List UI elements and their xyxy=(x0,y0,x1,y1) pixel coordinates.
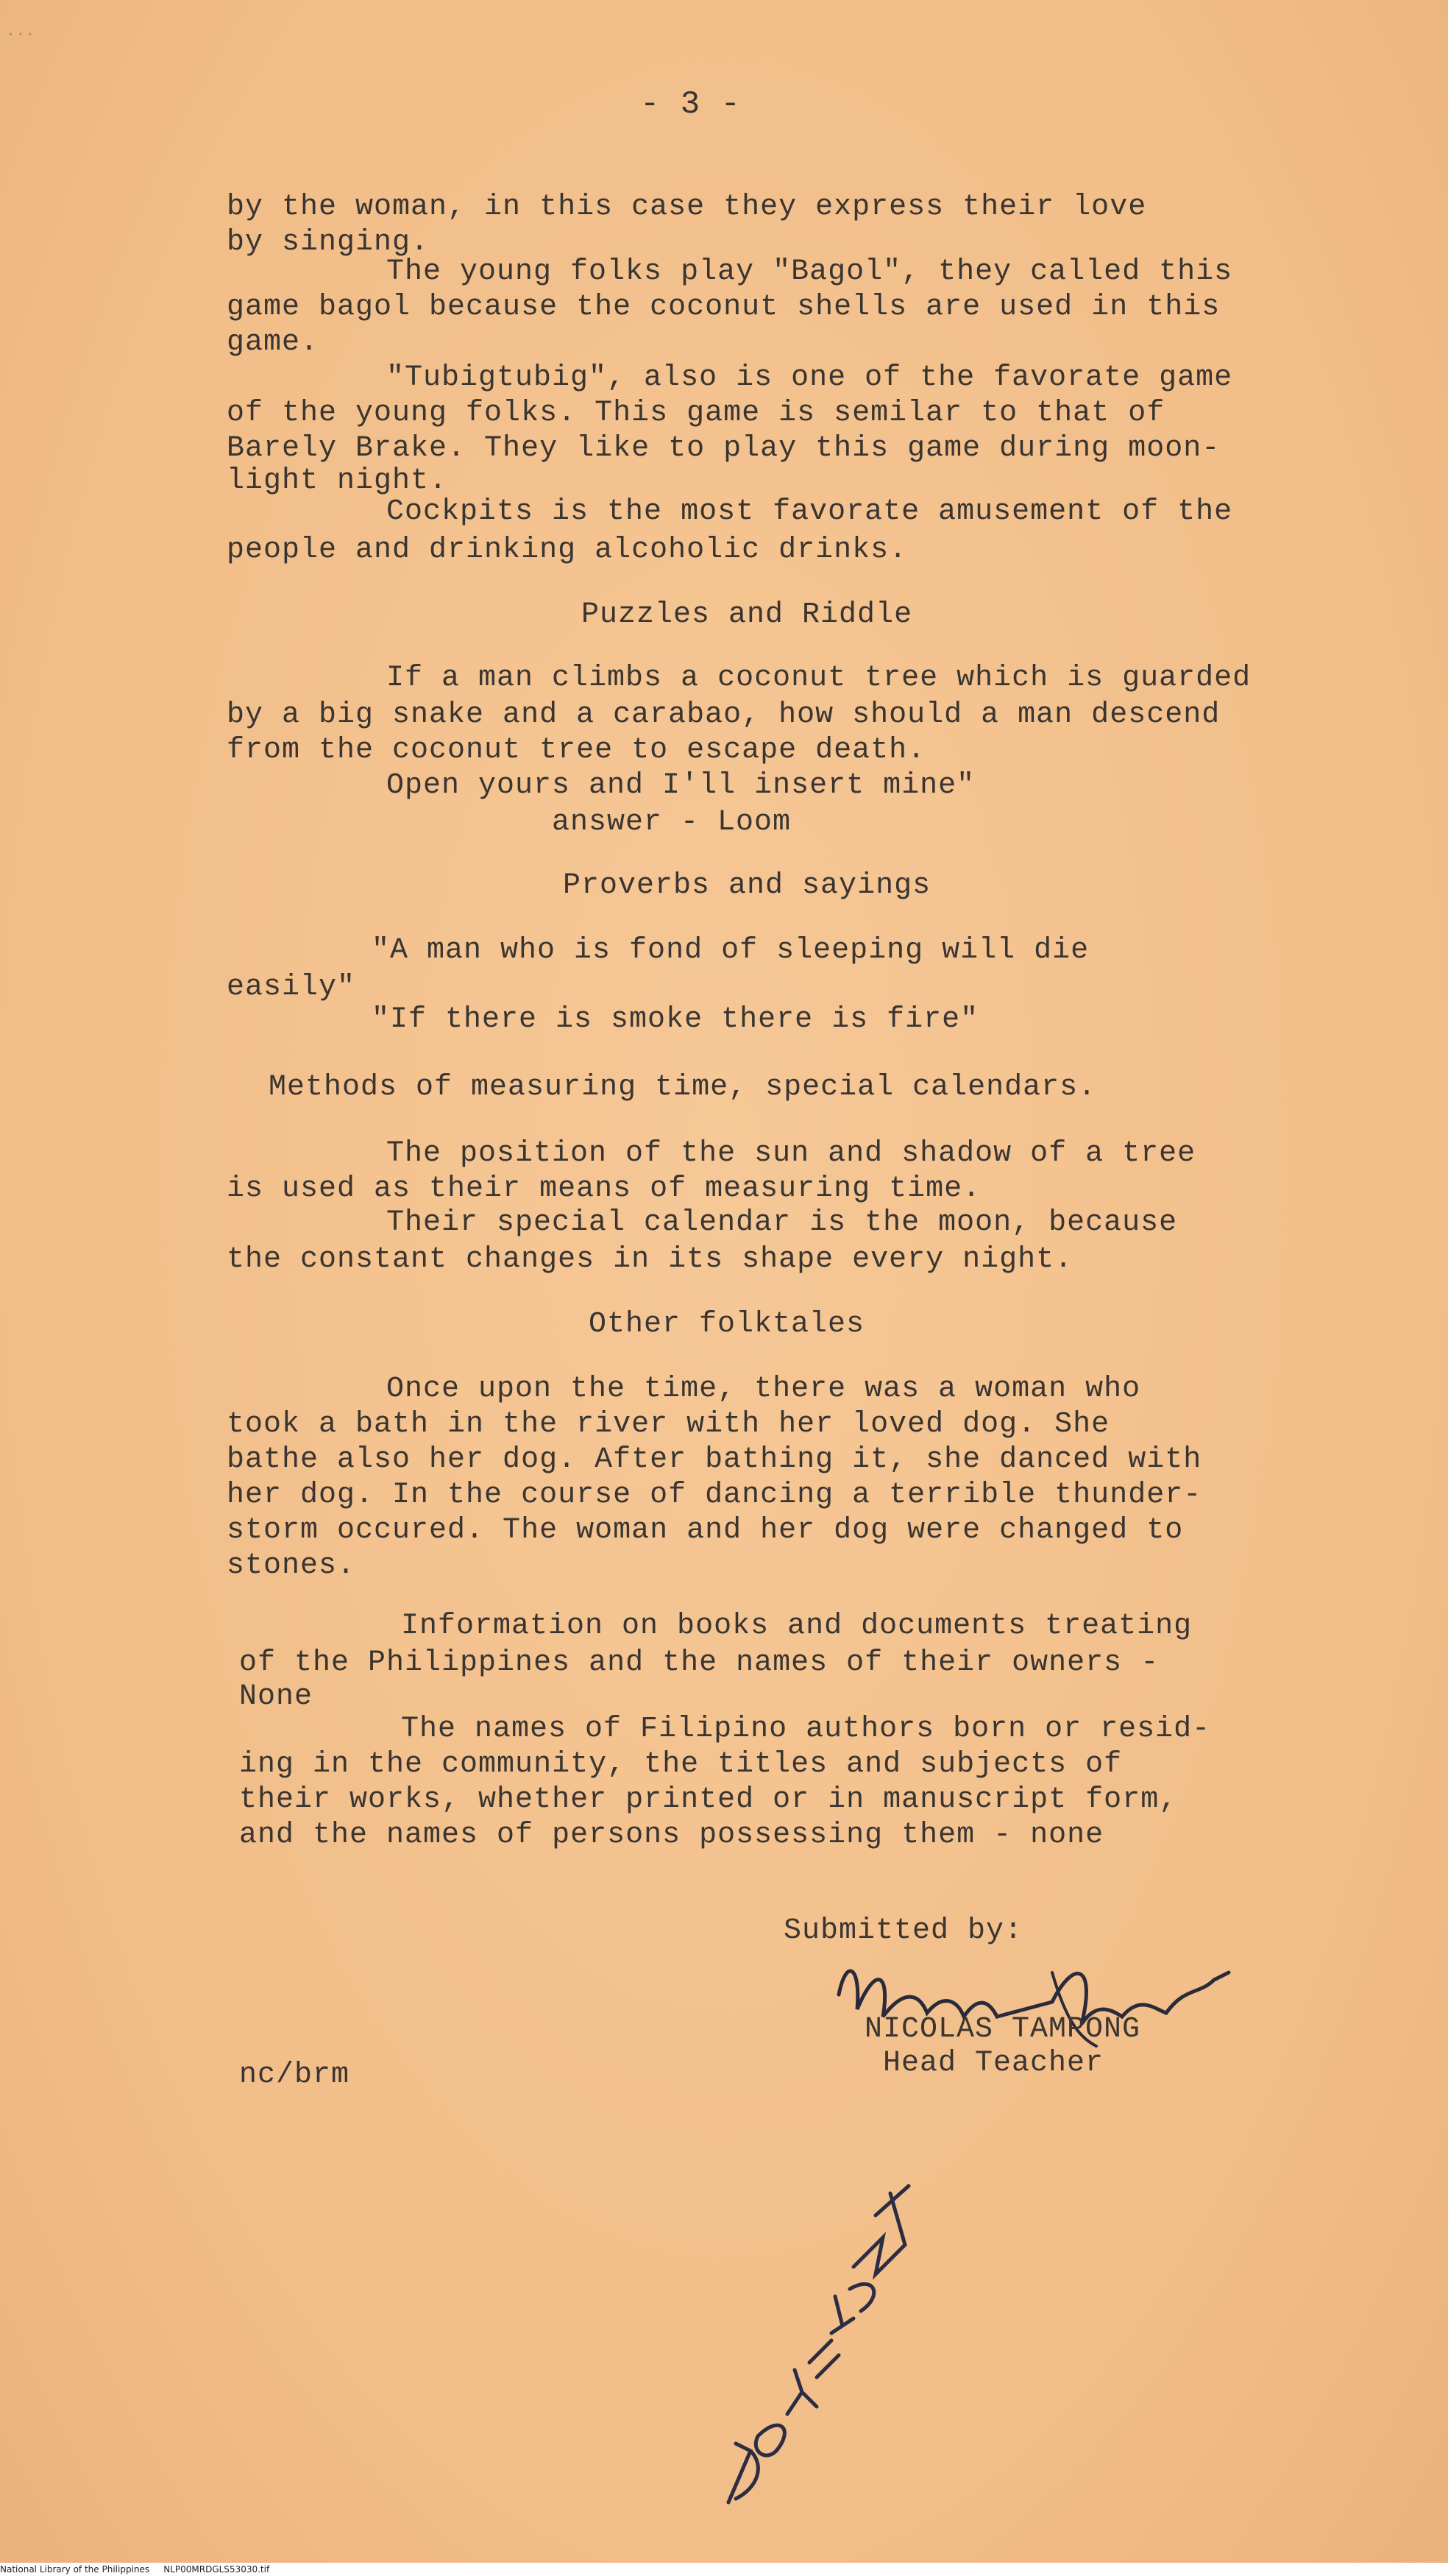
handwritten-note xyxy=(706,2171,920,2517)
section-heading-puzzles: Puzzles and Riddle xyxy=(581,598,913,631)
body-line: and the names of persons possessing them - none xyxy=(239,1819,1104,1852)
typist-initials: nc/brm xyxy=(239,2059,350,2092)
body-line: If a man climbs a coconut tree which is guarded xyxy=(386,662,1252,695)
body-line: by singing. xyxy=(227,226,430,259)
body-line: "If there is smoke there is fire" xyxy=(372,1003,979,1036)
signer-title: Head Teacher xyxy=(883,2047,1104,2080)
submitted-by-label: Submitted by: xyxy=(784,1914,1023,1947)
body-line: people and drinking alcoholic drinks. xyxy=(227,534,908,567)
body-line: Their special calendar is the moon, because xyxy=(386,1206,1178,1239)
body-line: of the Philippines and the names of their owners - xyxy=(239,1646,1160,1680)
page-number: - 3 - xyxy=(640,86,742,123)
body-line: easily" xyxy=(227,971,356,1004)
body-line: bathe also her dog. After bathing it, she danced with xyxy=(227,1443,1202,1476)
body-line: "A man who is fond of sleeping will die xyxy=(372,934,1090,967)
body-line: None xyxy=(239,1680,313,1713)
corner-mark: ... xyxy=(6,22,35,40)
body-line: from the coconut tree to escape death. xyxy=(227,734,926,767)
body-line: ing in the community, the titles and subjects of xyxy=(239,1748,1123,1781)
body-line: took a bath in the river with her loved dog. She xyxy=(227,1408,1110,1441)
footer-file: NLP00MRDGLS53030.tif xyxy=(163,2564,270,2575)
body-line: "Tubigtubig", also is one of the favorate game xyxy=(386,361,1233,394)
section-heading-folktales: Other folktales xyxy=(589,1308,865,1341)
body-line: Once upon the time, there was a woman who xyxy=(386,1373,1141,1406)
body-line: Open yours and I'll insert mine" xyxy=(386,769,976,802)
body-line: answer - Loom xyxy=(552,806,792,839)
body-line: their works, whether printed or in manuscript form, xyxy=(239,1783,1178,1816)
body-line: of the young folks. This game is semilar to that of xyxy=(227,397,1165,430)
body-line: game. xyxy=(227,326,319,359)
body-line: The young folks play "Bagol", they called this xyxy=(386,255,1233,289)
scan-footer xyxy=(0,2563,1448,2576)
body-line: by a big snake and a carabao, how should a man descend xyxy=(227,698,1221,732)
section-heading-methods: Methods of measuring time, special calendars. xyxy=(269,1071,1097,1104)
body-line: stones. xyxy=(227,1549,356,1582)
body-line: game bagol because the coconut shells are used in this xyxy=(227,291,1221,324)
body-line: by the woman, in this case they express their love xyxy=(227,191,1147,224)
signer-name: NICOLAS TAMPONG xyxy=(865,2013,1141,2046)
body-line: The position of the sun and shadow of a tree xyxy=(386,1137,1196,1170)
section-heading-proverbs: Proverbs and sayings xyxy=(563,869,931,902)
body-line: Information on books and documents treating xyxy=(401,1610,1193,1643)
body-line: The names of Filipino authors born or resid- xyxy=(401,1713,1211,1746)
body-line: the constant changes in its shape every night. xyxy=(227,1243,1073,1276)
footer-library: National Library of the Philippines xyxy=(0,2564,150,2575)
body-line: storm occured. The woman and her dog were changed to xyxy=(227,1514,1184,1547)
body-line: Cockpits is the most favorate amusement of the xyxy=(386,495,1233,528)
body-line: light night. xyxy=(227,464,448,498)
body-line: is used as their means of measuring time. xyxy=(227,1172,982,1206)
body-line: her dog. In the course of dancing a terrible thunder- xyxy=(227,1479,1202,1512)
body-line: Barely Brake. They like to play this game during moon- xyxy=(227,432,1221,465)
